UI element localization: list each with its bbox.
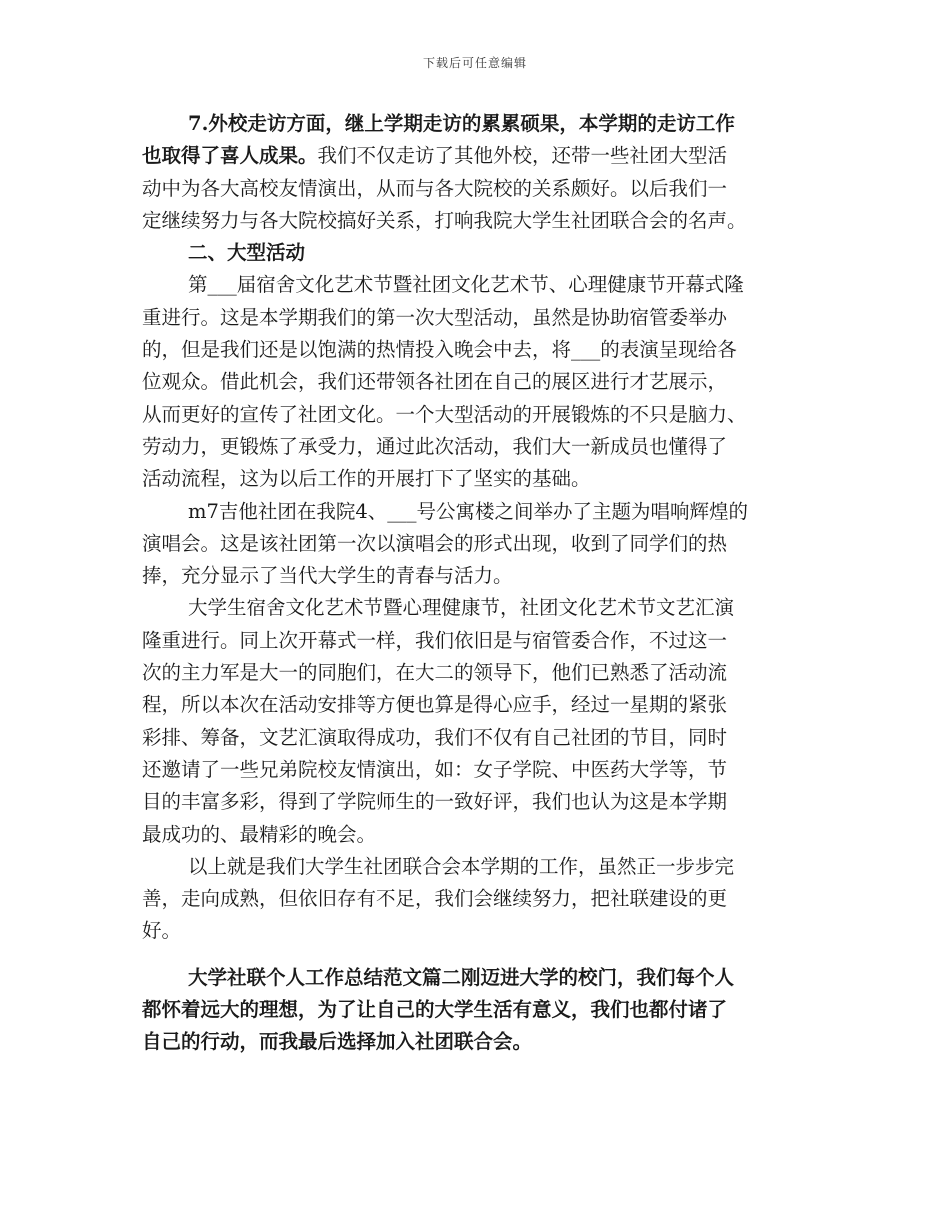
body-text: 动中为各大高校友情演出，从而与各大院校的关系颇好。以后我们一	[142, 176, 728, 200]
text-line	[142, 754, 822, 786]
section-heading	[142, 237, 822, 269]
body-text: 重进行。这是本学期我们的第一次大型活动，虽然是协助宿管委举办	[142, 305, 728, 329]
text-line	[142, 592, 822, 624]
text-line	[142, 173, 822, 205]
body-text: 活动流程，这为以后工作的开展打下了坚实的基础。	[142, 467, 591, 491]
text-line	[142, 108, 822, 140]
body-text: 目的丰富多彩，得到了学院师生的一致好评，我们也认为这是本学期	[142, 790, 728, 814]
body-text: 捧，充分显示了当代大学生的青春与活力。	[142, 564, 513, 588]
body-text: 最成功的、最精彩的晚会。	[142, 822, 377, 846]
bold-text: 二、大型活动	[188, 241, 306, 265]
page-header: 下载后可任意编辑	[422, 56, 527, 70]
text-line	[142, 399, 822, 431]
text-line	[142, 237, 822, 269]
body-text: 善，走向成熟，但依旧存有不足，我们会继续努力，把社联建设的更	[142, 887, 728, 911]
body-text: 彩排、筹备，文艺汇演取得成功，我们不仅有自己社团的节目，同时	[142, 725, 728, 749]
body-text: 隆重进行。同上次开幕式一样，我们依旧是与宿管委合作，不过这一	[142, 628, 728, 652]
bold-text: 7.外校走访方面，继上学期走访的累累硕果，本学期的走访工作	[188, 112, 735, 135]
body-text: 好。	[142, 919, 182, 943]
text-line	[142, 625, 822, 657]
paragraph	[142, 269, 822, 495]
text-line	[142, 689, 822, 721]
text-line	[142, 496, 822, 528]
bold-text: 大学社联个人工作总结范文篇二刚迈进大学的校门，我们每个人	[188, 965, 735, 989]
bold-text: 也取得了喜人成果。	[142, 144, 318, 168]
body-text: 的，但是我们还是以饱满的热情投入晚会中去，将___的表演呈现给各	[142, 338, 737, 362]
text-line	[142, 657, 822, 689]
text-line	[142, 722, 822, 754]
paragraph-gap	[142, 948, 822, 962]
text-line	[142, 786, 822, 818]
body-text: 大学生宿舍文化艺术节暨心理健康节，社团文化艺术节文艺汇演	[188, 596, 735, 620]
body-text: 第___届宿舍文化艺术节暨社团文化艺术节、心理健康节开幕式隆	[188, 273, 744, 297]
bold-text: 都怀着远大的理想，为了让自己的大学生活有意义，我们也都付诸了	[142, 998, 728, 1022]
text-line	[142, 140, 822, 172]
text-line	[142, 302, 822, 334]
text-line	[142, 883, 822, 915]
text-line	[142, 366, 822, 398]
body-text: 我们不仅走访了其他外校，还带一些社团大型活	[317, 144, 728, 168]
paragraph	[142, 851, 822, 948]
body-text: 位观众。借此机会，我们还带领各社团在自己的展区进行才艺展示，	[142, 370, 728, 394]
text-line	[142, 463, 822, 495]
paragraph	[142, 496, 822, 593]
body-text: 以上就是我们大学生社团联合会本学期的工作，虽然正一步步完	[188, 854, 735, 878]
body-text: 还邀请了一些兄弟院校友情演出，如：女子学院、中医药大学等，节	[142, 757, 728, 781]
body-text: 次的主力军是大一的同胞们，在大二的领导下，他们已熟悉了活动流	[142, 661, 728, 685]
paragraph	[142, 592, 822, 850]
text-line	[142, 851, 822, 883]
text-line	[142, 915, 822, 947]
bold-text: 自己的行动，而我最后选择加入社团联合会。	[142, 1030, 533, 1054]
text-line	[142, 560, 822, 592]
text-line	[142, 205, 822, 237]
body-text: 程，所以本次在活动安排等方便也算是得心应手，经过一星期的紧张	[142, 693, 728, 717]
paragraph	[142, 962, 822, 1059]
text-line	[142, 431, 822, 463]
body-text: 劳动力，更锻炼了承受力，通过此次活动，我们大一新成员也懂得了	[142, 434, 728, 458]
text-line	[142, 819, 822, 851]
text-line	[142, 994, 822, 1026]
body-text: 定继续努力与各大院校搞好关系，打响我院大学生社团联合会的名声。	[142, 208, 747, 232]
text-line	[142, 528, 822, 560]
text-line	[142, 1026, 822, 1058]
document-body	[142, 108, 822, 1059]
body-text: m7吉他社团在我院4、___号公寓楼之间举办了主题为唱响辉煌的	[188, 499, 749, 523]
body-text: 从而更好的宣传了社团文化。一个大型活动的开展锻炼的不只是脑力、	[142, 402, 747, 426]
text-line	[142, 962, 822, 994]
paragraph	[142, 108, 822, 237]
text-line	[142, 334, 822, 366]
text-line	[142, 269, 822, 301]
body-text: 演唱会。这是该社团第一次以演唱会的形式出现，收到了同学们的热	[142, 531, 728, 555]
